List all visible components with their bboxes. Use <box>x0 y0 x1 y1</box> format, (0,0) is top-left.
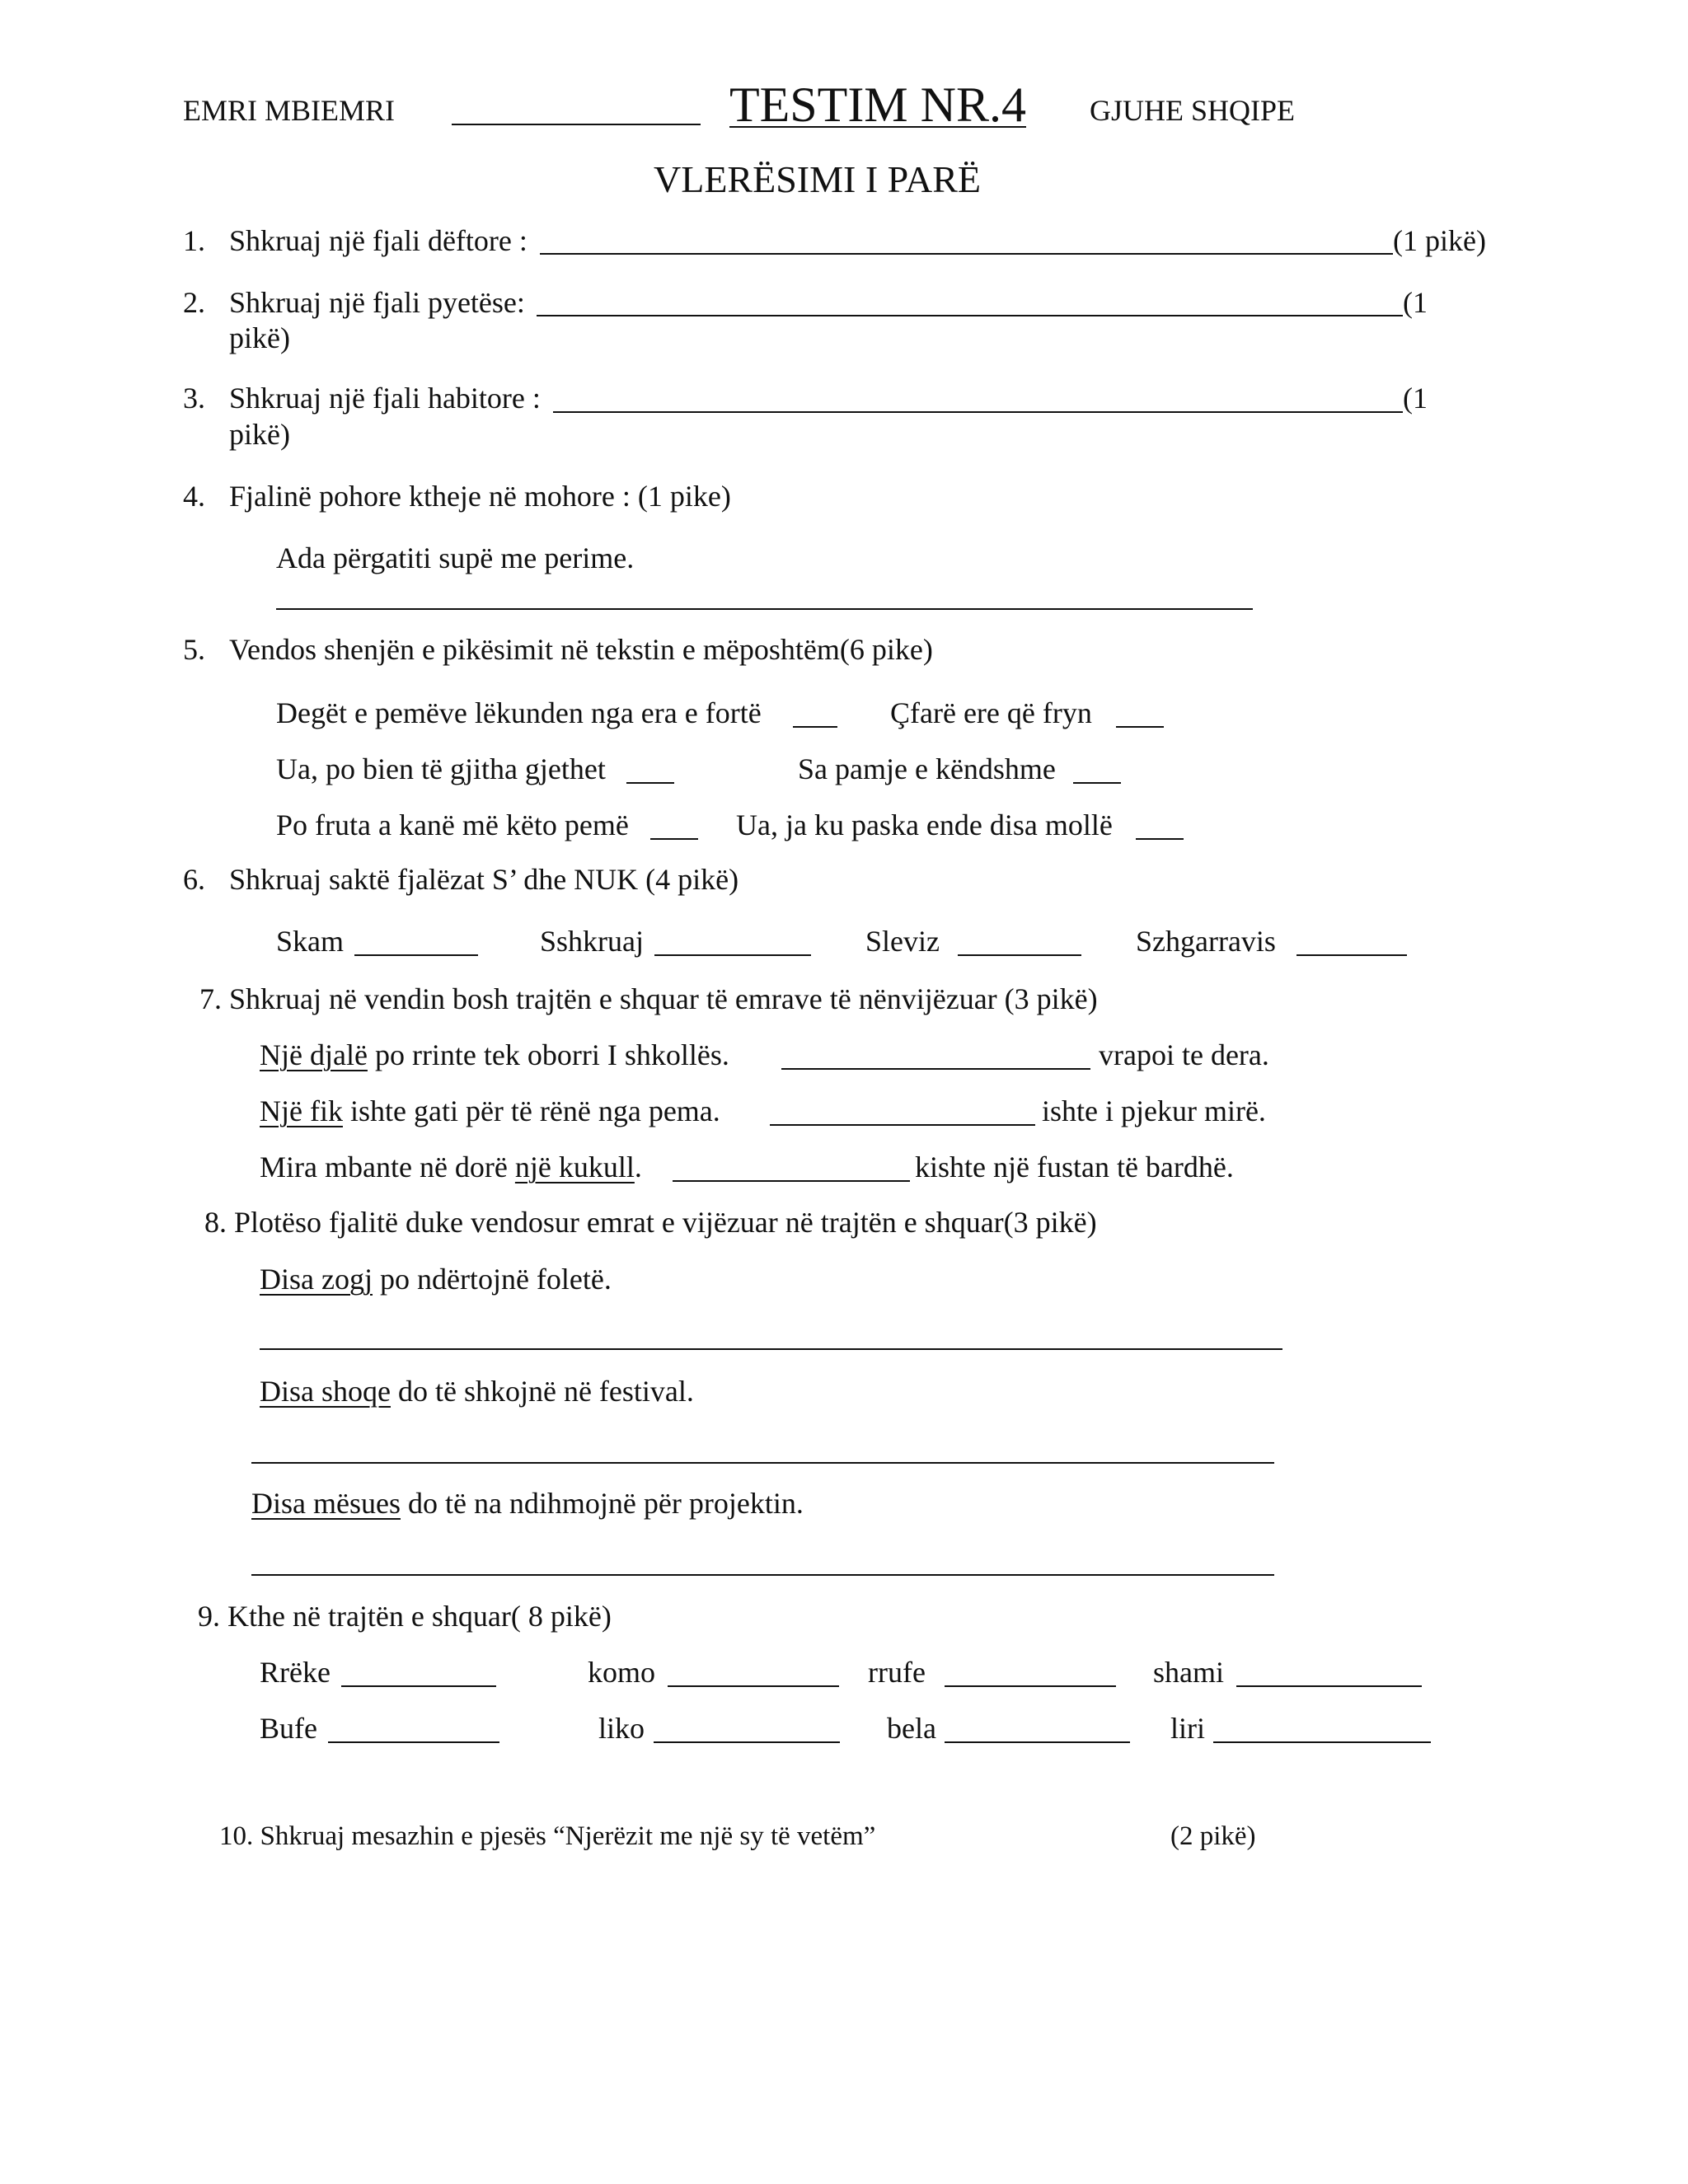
q5-number: 5. <box>183 633 205 666</box>
q9-answer-blank[interactable] <box>341 1685 496 1687</box>
q3-points: (1 <box>1403 382 1428 415</box>
q9-word: liko <box>598 1712 645 1745</box>
q6-word: Szhgarravis <box>1136 925 1276 958</box>
q7-sentence-pre: Mira mbante në dorë <box>260 1151 515 1183</box>
q6-word: Sshkruaj <box>540 925 644 958</box>
q8-sentence <box>260 1261 612 1297</box>
q6-word: Skam <box>276 925 345 958</box>
q8-underlined-noun: Disa mësues <box>251 1487 401 1520</box>
name-blank[interactable] <box>452 124 701 125</box>
q7-sentence <box>260 1149 642 1185</box>
q6-answer-blank[interactable] <box>958 954 1081 956</box>
q9-answer-blank[interactable] <box>668 1685 839 1687</box>
q9-word: rrufe <box>868 1656 926 1689</box>
q5-item: Çfarë ere që fryn <box>890 696 1092 729</box>
q5-punct-blank[interactable] <box>793 726 837 728</box>
name-label: EMRI MBIEMRI <box>183 94 396 127</box>
q7-sentence-end: ishte i pjekur mirë. <box>1042 1094 1266 1127</box>
q4-number: 4. <box>183 480 205 513</box>
q9-text: 9. Kthe në trajtën e shquar( 8 pikë) <box>198 1600 612 1633</box>
q7-sentence-end: vrapoi te dera. <box>1099 1038 1269 1071</box>
q7-sentence <box>260 1037 729 1073</box>
q8-underlined-noun: Disa shoqe <box>260 1375 391 1408</box>
q7-sentence-rest: po rrinte tek oborri I shkollës. <box>367 1038 729 1071</box>
q5-item: Degët e pemëve lëkunden nga era e fortë <box>276 696 762 729</box>
q1-number: 1. <box>183 224 205 257</box>
q6-answer-blank[interactable] <box>354 954 478 956</box>
q8-sentence-rest: po ndërtojnë foletë. <box>372 1263 612 1296</box>
q7-sentence-rest: . <box>634 1151 642 1183</box>
q5-item: Sa pamje e këndshme <box>798 752 1056 785</box>
subject-label: GJUHE SHQIPE <box>1090 94 1296 127</box>
q9-word: Rrëke <box>260 1656 331 1689</box>
q8-underlined-noun: Disa zogj <box>260 1263 373 1296</box>
q9-word: shami <box>1153 1656 1224 1689</box>
q4-answer-blank[interactable] <box>276 608 1253 610</box>
q4-text: Fjalinë pohore ktheje në mohore : (1 pike) <box>229 480 731 513</box>
q2-text: Shkruaj një fjali pyetëse: <box>229 286 525 319</box>
q7-underlined-noun: një kukull <box>514 1151 635 1183</box>
q1-text: Shkruaj një fjali dëftore : <box>229 224 528 257</box>
subtitle: VLERËSIMI I PARË <box>654 158 981 200</box>
q5-punct-blank[interactable] <box>626 782 674 784</box>
q6-answer-blank[interactable] <box>654 954 811 956</box>
q3-number: 3. <box>183 382 205 415</box>
q9-word: liri <box>1170 1712 1205 1745</box>
q8-sentence <box>260 1373 694 1409</box>
q2-points: (1 <box>1403 286 1428 319</box>
q7-answer-blank[interactable] <box>770 1124 1035 1126</box>
q7-underlined-noun: Një fik <box>260 1094 343 1127</box>
q4-sentence: Ada përgatiti supë me perime. <box>276 541 635 574</box>
q5-punct-blank[interactable] <box>650 838 698 840</box>
q8-answer-blank[interactable] <box>251 1574 1274 1576</box>
q5-text: Vendos shenjën e pikësimit në tekstin e mëposhtëm(6 pike) <box>229 633 933 666</box>
q7-sentence-rest: ishte gati për të rënë nga pema. <box>342 1094 720 1127</box>
q8-answer-blank[interactable] <box>251 1462 1274 1464</box>
q7-underlined-noun: Një djalë <box>260 1038 368 1071</box>
q10-points: (2 pikë) <box>1170 1821 1256 1851</box>
q5-punct-blank[interactable] <box>1073 782 1121 784</box>
q9-word: Bufe <box>260 1712 317 1745</box>
q3-answer-blank[interactable] <box>553 411 1403 413</box>
q1-points: (1 pikë) <box>1393 224 1486 257</box>
q5-punct-blank[interactable] <box>1136 838 1184 840</box>
q5-punct-blank[interactable] <box>1116 726 1164 728</box>
q7-answer-blank[interactable] <box>781 1068 1090 1070</box>
q3-text: Shkruaj një fjali habitore : <box>229 382 541 415</box>
q6-number: 6. <box>183 863 205 896</box>
q3-points-cont: pikë) <box>229 418 290 451</box>
q8-sentence-rest: do të shkojnë në festival. <box>390 1375 694 1408</box>
q5-item: Ua, po bien të gjitha gjethet <box>276 752 606 785</box>
q5-item: Po fruta a kanë më këto pemë <box>276 808 629 841</box>
q8-sentence <box>251 1485 804 1521</box>
q7-answer-blank[interactable] <box>673 1180 910 1182</box>
q9-answer-blank[interactable] <box>945 1685 1116 1687</box>
q6-answer-blank[interactable] <box>1296 954 1407 956</box>
q9-word: bela <box>887 1712 936 1745</box>
q10-text: 10. Shkruaj mesazhin e pjesës “Njerëzit me një sy të vetëm” <box>219 1821 876 1851</box>
q8-sentence-rest: do të na ndihmojnë për projektin. <box>400 1487 804 1520</box>
q9-word: komo <box>588 1656 656 1689</box>
test-title: TESTIM NR.4 <box>729 77 1026 132</box>
q7-sentence-end: kishte një fustan të bardhë. <box>915 1151 1234 1183</box>
q2-number: 2. <box>183 286 205 319</box>
q9-answer-blank[interactable] <box>654 1741 840 1743</box>
q2-points-cont: pikë) <box>229 321 290 354</box>
q9-answer-blank[interactable] <box>1213 1741 1431 1743</box>
q9-answer-blank[interactable] <box>1236 1685 1422 1687</box>
q5-item: Ua, ja ku paska ende disa mollë <box>736 808 1113 841</box>
q6-text: Shkruaj saktë fjalëzat S’ dhe NUK (4 pikë) <box>229 863 739 896</box>
q8-text: 8. Plotëso fjalitë duke vendosur emrat e vijëzuar në trajtën e shquar(3 pikë) <box>204 1206 1097 1239</box>
q7-text: 7. Shkruaj në vendin bosh trajtën e shquar të emrave të nënvijëzuar (3 pikë) <box>199 982 1098 1015</box>
q1-answer-blank[interactable] <box>540 253 1393 255</box>
q7-sentence <box>260 1093 720 1129</box>
q6-word: Sleviz <box>865 925 940 958</box>
q2-answer-blank[interactable] <box>537 315 1403 316</box>
q9-answer-blank[interactable] <box>328 1741 499 1743</box>
q8-answer-blank[interactable] <box>260 1348 1282 1350</box>
q9-answer-blank[interactable] <box>945 1741 1130 1743</box>
